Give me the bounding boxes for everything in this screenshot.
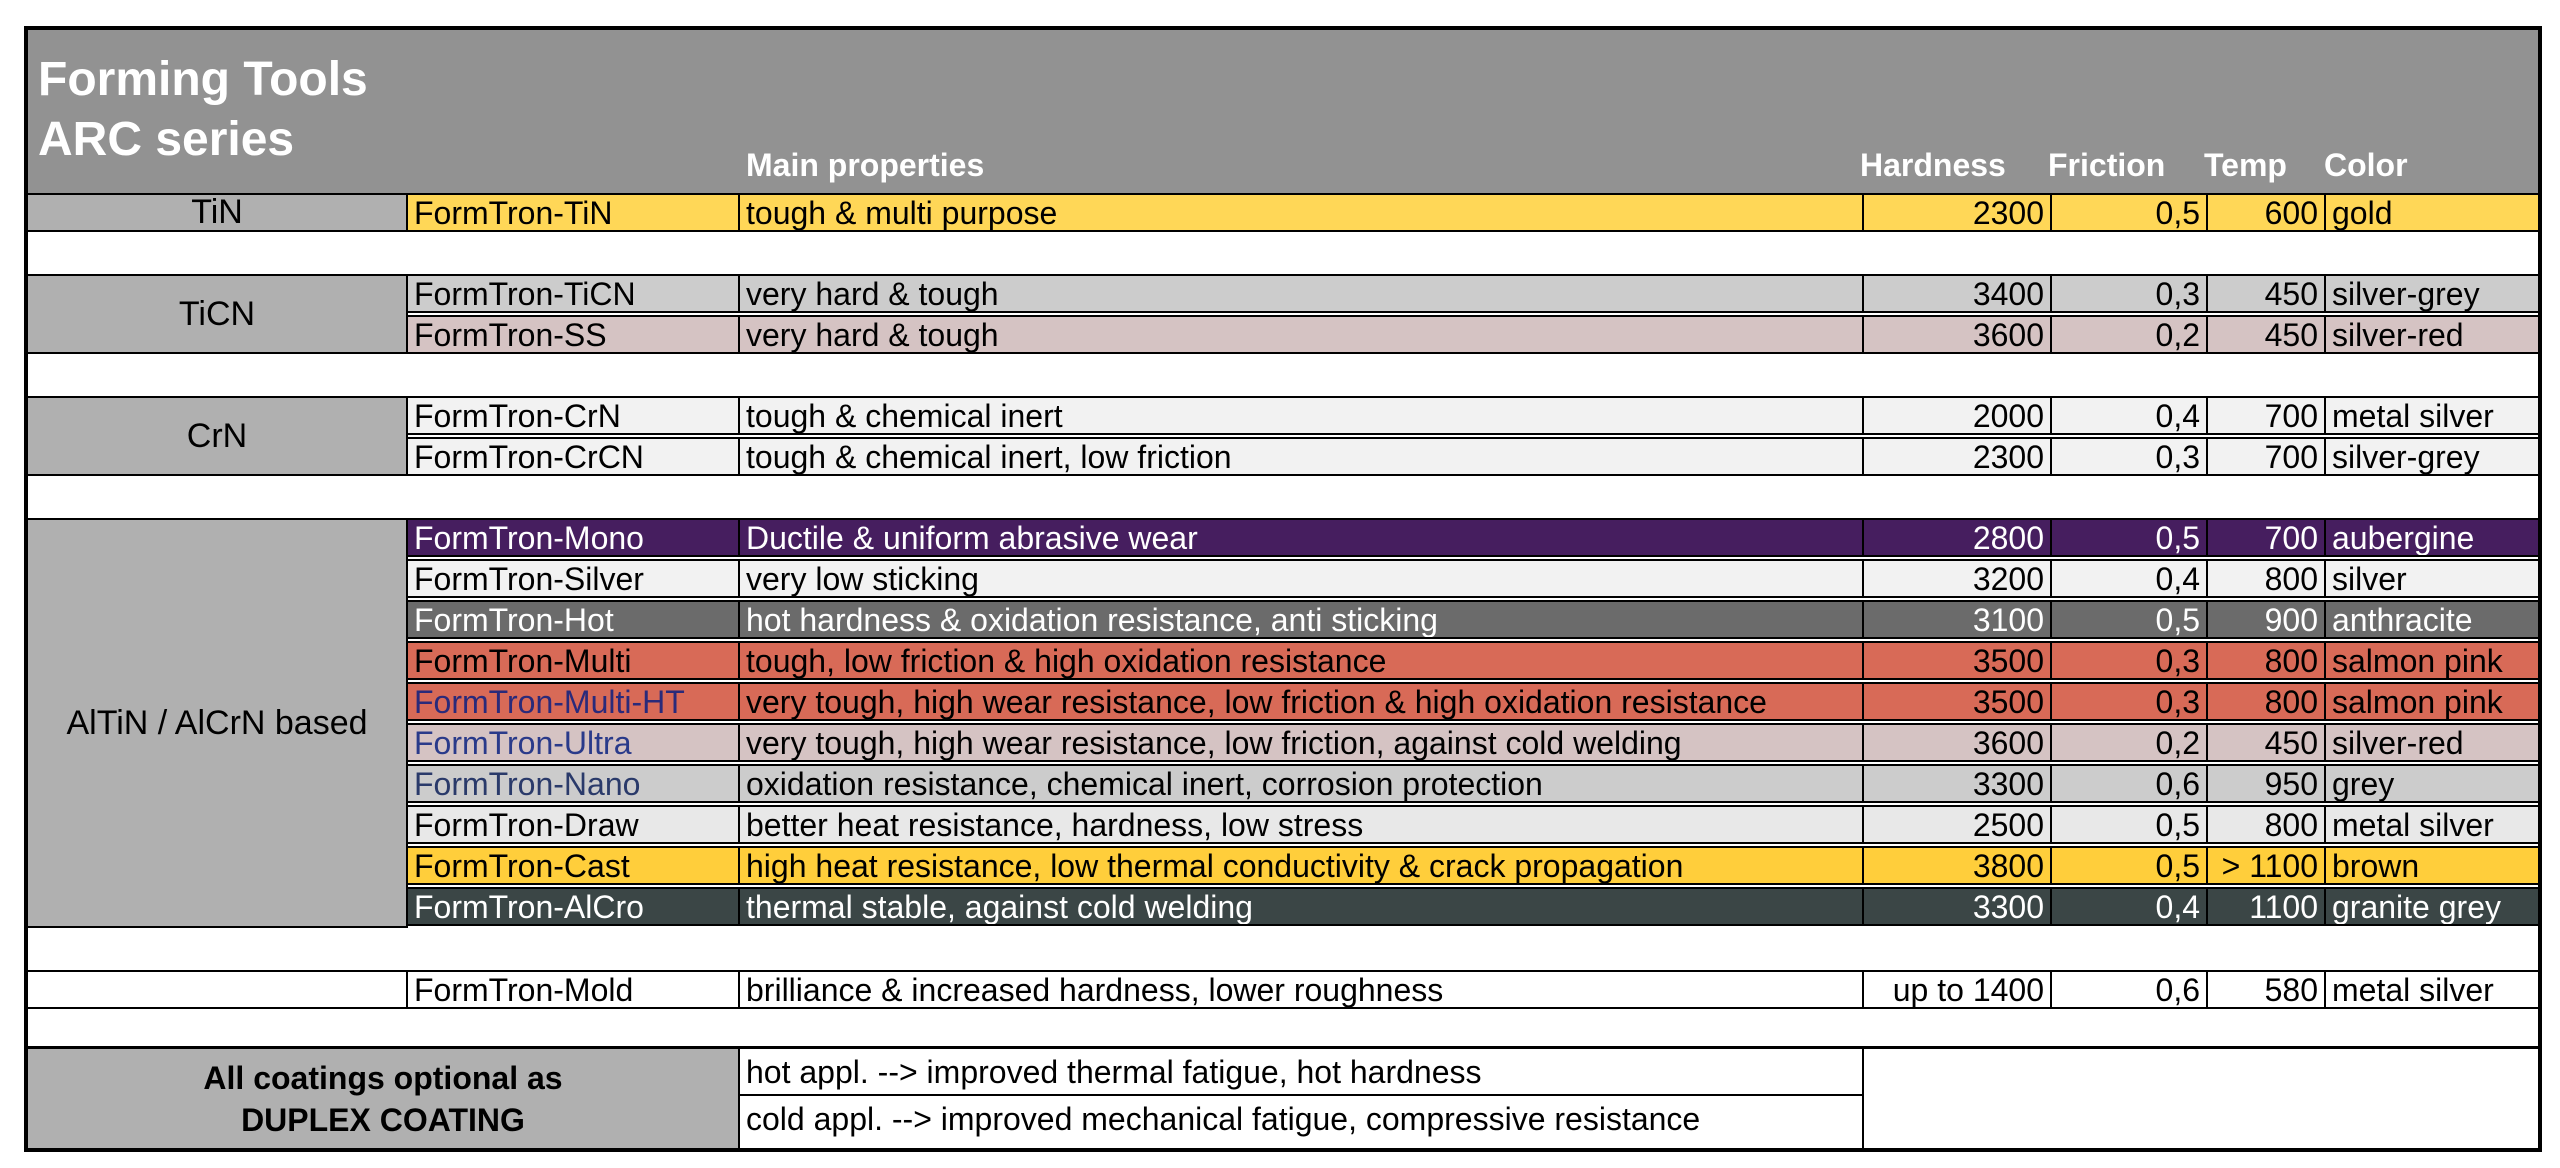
cell-name: FormTron-TiN — [408, 195, 740, 230]
cell-color: salmon pink — [2332, 684, 2503, 719]
cell-friction: 0,4 — [2052, 561, 2208, 596]
cell-props: tough & chemical inert, low friction — [740, 439, 1864, 474]
cell-hardness: 2300 — [1864, 439, 2052, 474]
duplex-label-line-2: DUPLEX COATING — [241, 1101, 525, 1138]
cell-hardness: 3100 — [1864, 602, 2052, 637]
duplex-hot-note: hot appl. --> improved thermal fatigue, hot hardness — [740, 1046, 1864, 1094]
cell-hardness: 3400 — [1864, 276, 2052, 311]
group-label-altin: AlTiN / AlCrN based — [28, 518, 408, 928]
group-label-mold — [28, 970, 408, 1009]
table-row — [408, 805, 2538, 844]
header-color: Color — [2324, 147, 2408, 183]
duplex-cold-note: cold appl. --> improved mechanical fatigue, compressive resistance — [740, 1094, 1864, 1148]
cell-props: tough, low friction & high oxidation resistance — [740, 643, 1864, 678]
cell-props: very hard & tough — [740, 317, 1864, 352]
cell-temp: 900 — [2208, 602, 2326, 637]
cell-color: brown — [2332, 848, 2420, 883]
cell-props: thermal stable, against cold welding — [740, 889, 1864, 924]
cell-hardness: 3300 — [1864, 889, 2052, 924]
cell-props: tough & multi purpose — [740, 195, 1864, 230]
cell-props: very tough, high wear resistance, low friction, against cold welding — [740, 725, 1864, 760]
table-row — [408, 887, 2538, 926]
cell-props: tough & chemical inert — [740, 398, 1864, 433]
cell-friction: 0,3 — [2052, 276, 2208, 311]
cell-hardness: 3500 — [1864, 643, 2052, 678]
cell-props: very low sticking — [740, 561, 1864, 596]
cell-name: FormTron-AlCro — [408, 889, 740, 924]
cell-temp: 800 — [2208, 561, 2326, 596]
duplex-label — [28, 1046, 740, 1148]
table-header — [28, 30, 2538, 193]
cell-temp: 1100 — [2208, 889, 2326, 924]
cell-temp: 580 — [2208, 972, 2326, 1007]
cell-props: high heat resistance, low thermal conductivity & crack propagation — [740, 848, 1864, 883]
cell-friction: 0,6 — [2052, 766, 2208, 801]
cell-temp: 950 — [2208, 766, 2326, 801]
table-row — [408, 518, 2538, 557]
cell-friction: 0,2 — [2052, 317, 2208, 352]
cell-color: granite grey — [2332, 889, 2501, 924]
cell-props: oxidation resistance, chemical inert, corrosion protection — [740, 766, 1864, 801]
cell-friction: 0,3 — [2052, 439, 2208, 474]
cell-hardness: 2500 — [1864, 807, 2052, 842]
cell-name: FormTron-CrCN — [408, 439, 740, 474]
table-row — [408, 682, 2538, 721]
cell-friction: 0,4 — [2052, 398, 2208, 433]
cell-color: aubergine — [2332, 520, 2475, 555]
cell-hardness: 3600 — [1864, 725, 2052, 760]
table-row — [408, 437, 2538, 476]
cell-color: anthracite — [2332, 602, 2473, 637]
table-row — [408, 723, 2538, 762]
cell-props: Ductile & uniform abrasive wear — [740, 520, 1864, 555]
cell-props: very hard & tough — [740, 276, 1864, 311]
cell-hardness: up to 1400 — [1864, 972, 2052, 1007]
cell-temp: 450 — [2208, 317, 2326, 352]
cell-name: FormTron-TiCN — [408, 276, 740, 311]
title-line-2: ARC series — [38, 113, 295, 166]
group-label-tin: TiN — [28, 193, 408, 232]
table-row — [408, 846, 2538, 885]
page-title — [38, 50, 368, 170]
cell-friction: 0,5 — [2052, 848, 2208, 883]
cell-friction: 0,2 — [2052, 725, 2208, 760]
cell-props: very tough, high wear resistance, low friction & high oxidation resistance — [740, 684, 1864, 719]
cell-friction: 0,3 — [2052, 684, 2208, 719]
cell-color: silver-grey — [2332, 439, 2480, 474]
cell-props: brilliance & increased hardness, lower roughness — [740, 972, 1864, 1007]
cell-color: metal silver — [2332, 398, 2494, 433]
cell-friction: 0,6 — [2052, 972, 2208, 1007]
table-row — [408, 600, 2538, 639]
cell-name: FormTron-Nano — [408, 766, 740, 801]
cell-friction: 0,5 — [2052, 602, 2208, 637]
cell-color: silver-grey — [2332, 276, 2480, 311]
group-label-crn: CrN — [28, 396, 408, 476]
duplex-empty-cell — [1864, 1046, 2538, 1148]
cell-name: FormTron-Mold — [408, 972, 740, 1007]
cell-color: silver-red — [2332, 725, 2464, 760]
cell-color: metal silver — [2332, 972, 2494, 1007]
table-row — [408, 641, 2538, 680]
cell-temp: 700 — [2208, 520, 2326, 555]
table-row — [408, 274, 2538, 313]
cell-hardness: 2000 — [1864, 398, 2052, 433]
cell-hardness: 2800 — [1864, 520, 2052, 555]
cell-props: hot hardness & oxidation resistance, anti sticking — [740, 602, 1864, 637]
cell-color: silver-red — [2332, 317, 2464, 352]
cell-hardness: 3300 — [1864, 766, 2052, 801]
cell-friction: 0,5 — [2052, 520, 2208, 555]
cell-temp: 450 — [2208, 725, 2326, 760]
cell-hardness: 3600 — [1864, 317, 2052, 352]
cell-friction: 0,4 — [2052, 889, 2208, 924]
cell-hardness: 2300 — [1864, 195, 2052, 230]
table-row — [408, 970, 2538, 1009]
cell-color: metal silver — [2332, 807, 2494, 842]
cell-temp: 800 — [2208, 684, 2326, 719]
cell-hardness: 3800 — [1864, 848, 2052, 883]
table-row — [408, 315, 2538, 354]
cell-temp: 700 — [2208, 398, 2326, 433]
table-row — [408, 764, 2538, 803]
cell-friction: 0,3 — [2052, 643, 2208, 678]
cell-temp: 700 — [2208, 439, 2326, 474]
cell-name: FormTron-Mono — [408, 520, 740, 555]
cell-props: better heat resistance, hardness, low stress — [740, 807, 1864, 842]
cell-friction: 0,5 — [2052, 807, 2208, 842]
cell-temp: 800 — [2208, 643, 2326, 678]
header-hardness: Hardness — [1860, 147, 2006, 183]
header-temp: Temp — [2204, 147, 2287, 183]
cell-color: gold — [2332, 195, 2393, 230]
cell-name: FormTron-Multi — [408, 643, 740, 678]
cell-friction: 0,5 — [2052, 195, 2208, 230]
cell-name: FormTron-Ultra — [408, 725, 740, 760]
cell-temp: > 1100 — [2208, 848, 2326, 883]
cell-temp: 450 — [2208, 276, 2326, 311]
table-row — [408, 193, 2538, 232]
cell-name: FormTron-Draw — [408, 807, 740, 842]
cell-temp: 600 — [2208, 195, 2326, 230]
header-friction: Friction — [2048, 147, 2166, 183]
cell-temp: 800 — [2208, 807, 2326, 842]
cell-hardness: 3200 — [1864, 561, 2052, 596]
cell-name: FormTron-CrN — [408, 398, 740, 433]
cell-name: FormTron-Silver — [408, 561, 740, 596]
coating-table — [24, 26, 2542, 1152]
table-row — [408, 559, 2538, 598]
cell-color: grey — [2332, 766, 2395, 801]
table-row — [408, 396, 2538, 435]
group-label-ticn: TiCN — [28, 274, 408, 354]
cell-color: salmon pink — [2332, 643, 2503, 678]
cell-name: FormTron-Cast — [408, 848, 740, 883]
cell-color: silver — [2332, 561, 2407, 596]
duplex-label-line-1: All coatings optional as — [203, 1059, 563, 1096]
cell-name: FormTron-Hot — [408, 602, 740, 637]
cell-name: FormTron-SS — [408, 317, 740, 352]
header-main-properties: Main properties — [746, 147, 985, 183]
title-line-1: Forming Tools — [38, 53, 368, 106]
cell-name: FormTron-Multi-HT — [408, 684, 740, 719]
cell-hardness: 3500 — [1864, 684, 2052, 719]
